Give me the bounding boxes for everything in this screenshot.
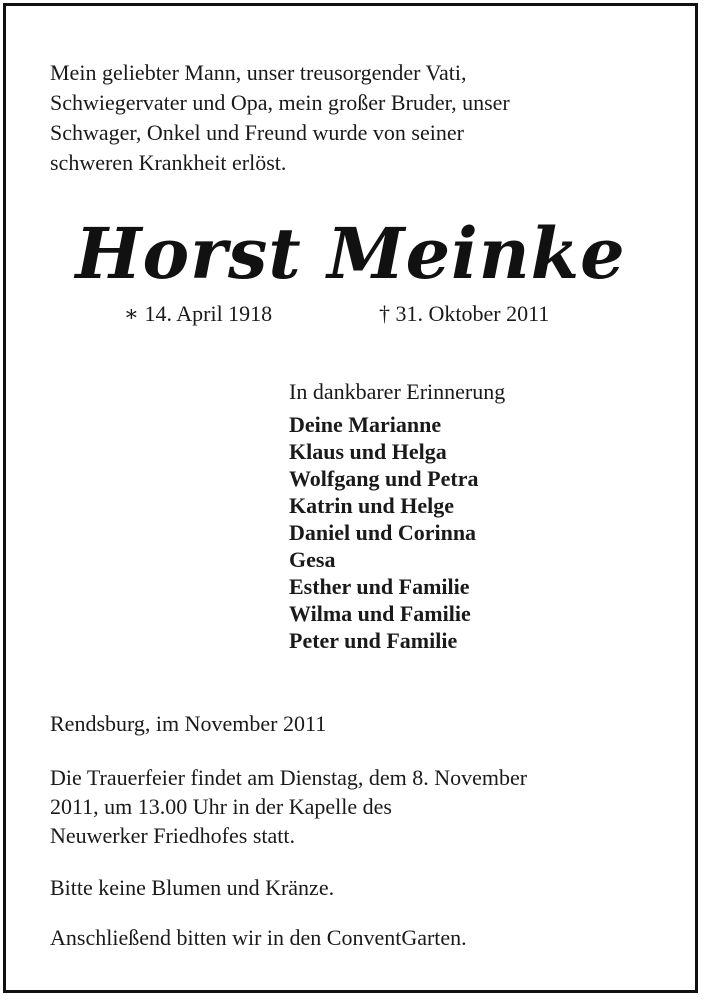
memory-heading: In dankbarer Erinnerung <box>289 379 506 404</box>
intro-line: Schwiegervater und Opa, mein großer Bruder, unser <box>50 90 510 115</box>
death-date: † 31. Oktober 2011 <box>379 301 550 326</box>
birth-date: ∗ 14. April 1918 <box>124 301 273 326</box>
intro-line: schweren Krankheit erlöst. <box>50 150 287 175</box>
mourner-name: Deine Marianne <box>289 412 442 437</box>
mourner-name: Wolfgang und Petra <box>289 466 479 491</box>
place-date: Rendsburg, im November 2011 <box>50 711 327 736</box>
mourner-name: Peter und Familie <box>289 628 458 653</box>
deceased-name: Horst Meinke <box>75 212 626 295</box>
funeral-line: 2011, um 13.00 Uhr in der Kapelle des <box>50 794 392 819</box>
no-flowers-note: Bitte keine Blumen und Kränze. <box>50 875 335 900</box>
intro-text <box>50 58 610 178</box>
mourner-name: Wilma und Familie <box>289 601 471 626</box>
intro-line: Schwager, Onkel und Freund wurde von seiner <box>50 120 464 145</box>
mourner-name: Gesa <box>289 547 336 572</box>
funeral-line: Die Trauerfeier findet am Dienstag, dem 8. November <box>50 765 528 790</box>
mourner-name: Daniel und Corinna <box>289 520 477 545</box>
mourner-name: Katrin und Helge <box>289 493 455 518</box>
mourner-name: Esther und Familie <box>289 574 470 599</box>
mourners-list <box>289 411 478 654</box>
obituary-frame <box>3 3 698 993</box>
mourner-name: Klaus und Helga <box>289 439 447 464</box>
funeral-info <box>50 763 650 850</box>
intro-line: Mein geliebter Mann, unser treusorgender Vati, <box>50 60 467 85</box>
funeral-line: Neuwerker Friedhofes statt. <box>50 823 295 848</box>
afterwards-note: Anschließend bitten wir in den ConventGarten. <box>50 925 467 950</box>
